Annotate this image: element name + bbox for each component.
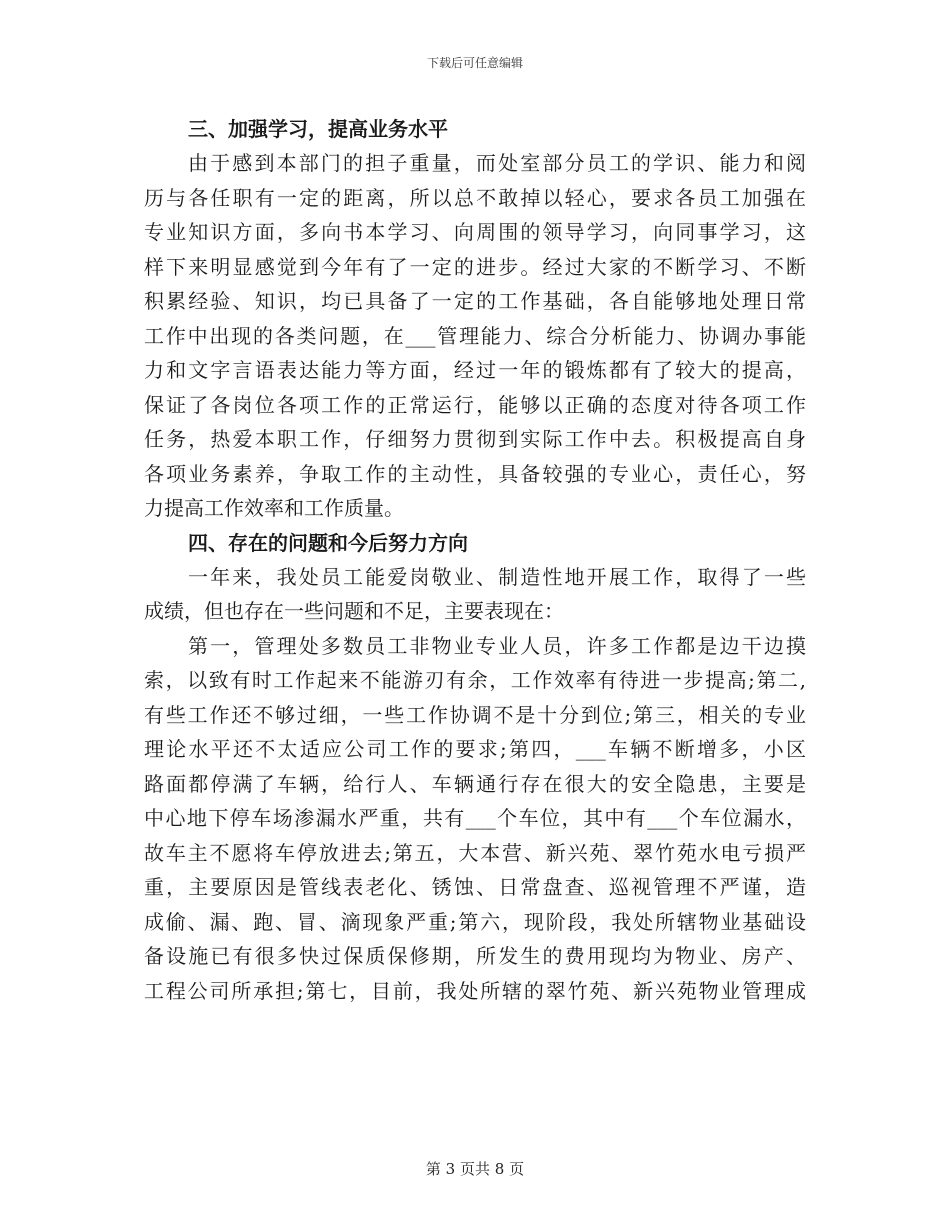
- paragraph-line: 路面都停满了车辆，给行人、车辆通行存在很大的安全隐患，主要是: [144, 771, 806, 796]
- paragraph-line: 有些工作还不够过细，一些工作协调不是十分到位;第三，相关的专业: [144, 702, 806, 727]
- paragraph-line: 中心地下停车场渗漏水严重，共有___个车位，其中有___个车位漏水，: [144, 806, 806, 830]
- paragraph-line: 成绩，但也存在一些问题和不足，主要表现在：: [144, 599, 564, 623]
- paragraph-line: 专业知识方面，多向书本学习、向周围的领导学习，向同事学习，这: [144, 220, 806, 244]
- paragraph-line: 各项业务素养，争取工作的主动性，具备较强的专业心，责任心，努: [144, 461, 806, 486]
- paragraph-line: 第一，管理处多数员工非物业专业人员，许多工作都是边干边摸: [188, 633, 806, 658]
- paragraph-line: 样下来明显感觉到今年有了一定的进步。经过大家的不断学习、不断: [144, 254, 806, 279]
- paragraph-line: 力和文字言语表达能力等方面，经过一年的锻炼都有了较大的提高，: [144, 358, 806, 382]
- paragraph-line: 工程公司所承担;第七，目前，我处所辖的翠竹苑、新兴苑物业管理成: [144, 978, 806, 1003]
- paragraph-line: 索，以致有时工作起来不能游刃有余，工作效率有待进一步提高;第二,: [144, 668, 806, 692]
- paragraph-line: 力提高工作效率和工作质量。: [144, 496, 404, 520]
- paragraph-line: 重，主要原因是管线表老化、锈蚀、日常盘查、巡视管理不严谨，造: [144, 875, 806, 899]
- paragraph-line: 故车主不愿将车停放进去;第五，大本营、新兴苑、翠竹苑水电亏损严: [144, 840, 806, 865]
- section-heading: 三、加强学习，提高业务水平: [188, 117, 448, 141]
- page-header: 下载后可任意编辑: [426, 56, 523, 70]
- paragraph-line: 一年来，我处员工能爱岗敬业、制造性地开展工作，取得了一些: [188, 564, 806, 589]
- paragraph-line: 任务，热爱本职工作，仔细努力贯彻到实际工作中去。积极提高自身: [144, 427, 806, 451]
- page-number: 第 3 页共 8 页: [425, 1160, 525, 1178]
- paragraph-line: 历与各任职有一定的距离，所以总不敢掉以轻心，要求各员工加强在: [144, 185, 806, 210]
- paragraph-line: 理论水平还不太适应公司工作的要求;第四，___车辆不断增多，小区: [144, 737, 806, 761]
- paragraph-line: 保证了各岗位各项工作的正常运行，能够以正确的态度对待各项工作: [144, 392, 806, 417]
- paragraph-line: 成偷、漏、跑、冒、滴现象严重;第六，现阶段，我处所辖物业基础设: [144, 909, 806, 934]
- paragraph-line: 备设施已有很多快过保质保修期，所发生的费用现均为物业、房产、: [144, 944, 806, 968]
- document-body: [144, 112, 806, 1008]
- section-heading: 四、存在的问题和今后努力方向: [188, 530, 468, 555]
- paragraph-line: 由于感到本部门的担子重量，而处室部分员工的学识、能力和阅: [188, 151, 806, 175]
- paragraph-line: 积累经验、知识，均已具备了一定的工作基础，各自能够地处理日常: [144, 289, 806, 313]
- paragraph-line: 工作中出现的各类问题，在___管理能力、综合分析能力、协调办事能: [144, 323, 806, 348]
